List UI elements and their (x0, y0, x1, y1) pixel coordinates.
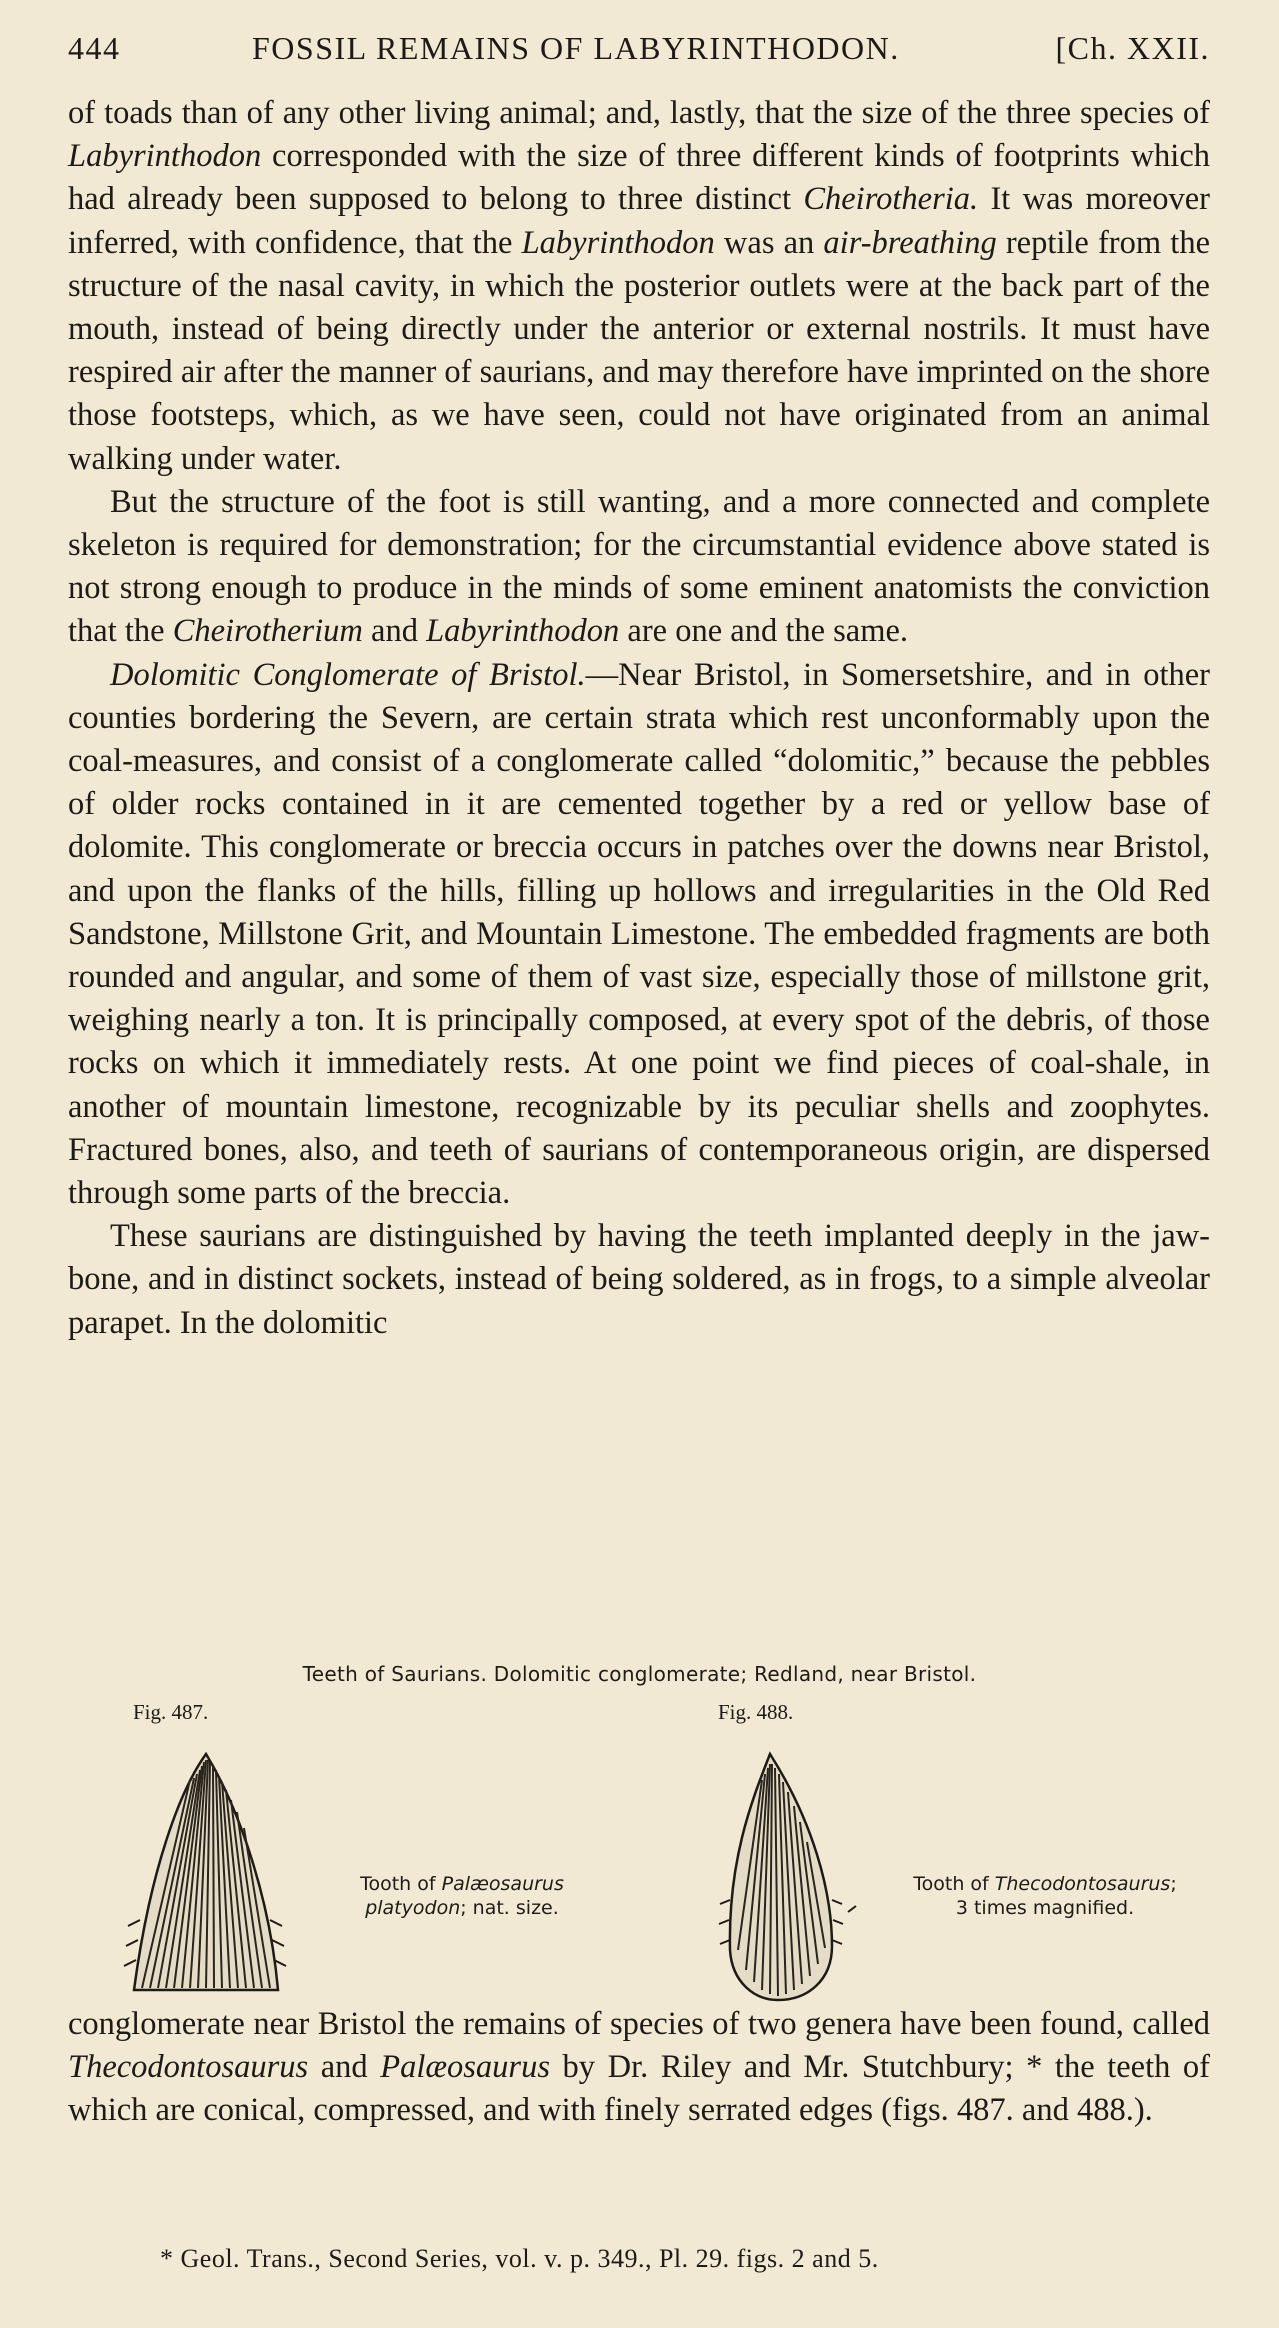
italic-run: Palæosaurus (380, 2049, 550, 2086)
palaeosaurus-tooth-illustration (120, 1750, 290, 1996)
text-run: was an (714, 224, 824, 261)
italic-run: air-breathing (823, 224, 997, 261)
text-run: 3 times magnified. (955, 1897, 1135, 1919)
paragraph (68, 92, 1210, 481)
palaeosaurus-tooth-caption (312, 1872, 612, 1920)
text-run: and (362, 613, 427, 650)
italic-run: Thecodontosaurus (994, 1873, 1171, 1895)
thecodontosaurus-tooth-caption (860, 1872, 1230, 1920)
italic-run: Labyrinthodon (521, 224, 715, 261)
text-run: It was moreover inferred, with confidence, that the (68, 181, 1211, 261)
paragraph-dolomitic-conglomerate (68, 654, 1210, 1216)
italic-run: Palæosaurus (441, 1873, 564, 1895)
text-run: ; nat. size. (460, 1897, 559, 1919)
italic-run: Thecodontosaurus (68, 2049, 309, 2086)
text-run: are one and the same. (619, 613, 909, 650)
text-block-lower (68, 2003, 1210, 2133)
figure-caption: Teeth of Saurians. Dolomitic conglomerate; Redland, near Bristol. (302, 1662, 977, 1686)
text-run: reptile from the structure of the nasal cavity, in which the posterior outlets were at the back part of the mouth, instead of being directly under the anterior or external nostrils. It must have respired air after the manner of saurians, and may therefore have imprinted on the shore those footsteps, which, as we have seen, could not have originated from an animal walking under water. (68, 224, 1211, 477)
text-run: But the structure of the foot is still wanting, and a more connected and complete skeleton is required for demonstration; for the circumstantial evidence above stated is not strong enough to produce in the minds of some eminent anatomists the conviction that the (68, 483, 1210, 650)
text-run: ; (1170, 1873, 1177, 1895)
text-run: and (308, 2049, 381, 2086)
text-run: These saurians are distinguished by having the teeth implanted deeply in the jaw-bone, and in distinct sockets, instead of being soldered, as in frogs, to a simple alveolar parapet. In the dolomitic (68, 1218, 1210, 1341)
paragraph (68, 481, 1210, 654)
paragraph-continued (68, 2003, 1210, 2133)
text-run: Tooth of (360, 1873, 442, 1895)
caption-line (860, 1896, 1230, 1920)
text-run: corresponded with the size of three different kinds of footprints which had already been supposed to belong to three distinct (68, 138, 1210, 218)
text-run: —Near Bristol, in Somersetshire, and in other counties bordering the Severn, are certain strata which rest unconformably upon the coal-measures, and consist of a conglomerate called “dolomitic,” because the pebbles of older rocks contained in it are cemented together by a red or yellow base of dolomite. This conglomerate or breccia occurs in patches over the downs near Bristol, and upon the flanks of the hills, filling up hollows and irregularities in the Old Red Sandstone, Millstone Grit, and Mountain Limestone. The embedded fragments are both rounded and angular, and some of them of vast size, especially those of millstone grit, weighing nearly a ton. It is principally composed, at every spot of the debris, of those rocks on which it immediately rests. At one point we find pieces of coal-shale, in another of mountain limestone, recognizable by its peculiar shells and zoophytes. Fractured bones, also, and teeth of saurians of contemporaneous origin, are dispersed through some parts of the breccia. (68, 656, 1210, 1212)
italic-run: Labyrinthodon (68, 138, 262, 175)
italic-run: Labyrinthodon (426, 613, 620, 650)
text-run: by Dr. Riley and Mr. Stutchbury; * the teeth of which are conical, compressed, and with finely serrated edges (figs. 487. and 488.). (68, 2049, 1210, 2129)
page-number: 444 (68, 30, 121, 66)
text-run: of toads than of any other living animal; and, lastly, that the size of the three species of (68, 95, 1210, 131)
text-run: Tooth of (913, 1873, 995, 1895)
italic-run: Dolomitic Conglomerate of Bristol. (110, 656, 586, 693)
chapter-marker: [Ch. XXII. (1055, 30, 1210, 66)
italic-run: platyodon (365, 1897, 461, 1919)
text-block-upper (68, 92, 1210, 1345)
fig-487-label: Fig. 487. (133, 1700, 209, 1724)
running-header (68, 30, 1210, 74)
caption-line (860, 1872, 1230, 1896)
paragraph (68, 1215, 1210, 1345)
text-run: conglomerate near Bristol the remains of species of two genera have been found, called (68, 2006, 1210, 2042)
caption-line (312, 1896, 612, 1920)
footnote: * Geol. Trans., Second Series, vol. v. p. 349., Pl. 29. figs. 2 and 5. (160, 2244, 879, 2273)
running-title: FOSSIL REMAINS OF LABYRINTHODON. (252, 30, 900, 66)
italic-run: Cheirotherium (172, 613, 363, 650)
thecodontosaurus-tooth-illustration (712, 1750, 862, 2004)
fig-488-label: Fig. 488. (718, 1700, 794, 1724)
caption-line (312, 1872, 612, 1896)
italic-run: Cheirotheria. (803, 181, 979, 218)
figure-teeth (0, 1660, 1279, 2000)
